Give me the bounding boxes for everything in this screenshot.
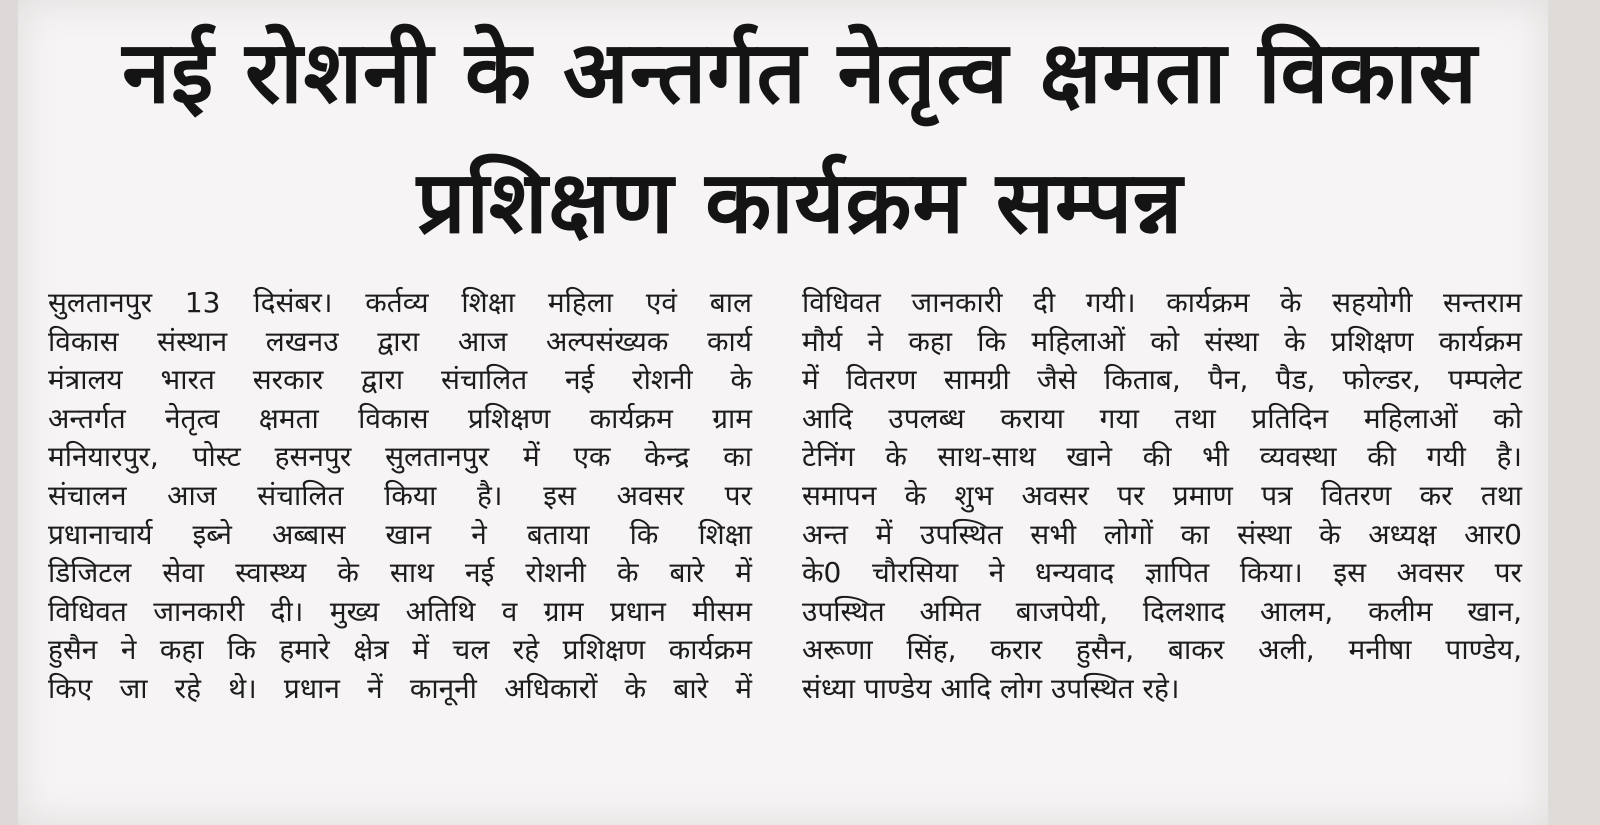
article-line: हुसैन ने कहा कि हमारे क्षेत्र में चल रहे प्रशिक्षण कार्यक्रम <box>48 633 752 667</box>
article-line: टेनिंग के साथ-साथ खाने की भी व्यवस्था की गयी है। <box>802 440 1522 474</box>
article-column-left <box>48 284 752 709</box>
article-line: संचालन आज संचालित किया है। इस अवसर पर <box>48 478 752 512</box>
article-line: सुलतानपुर 13 दिसंबर। कर्तव्य शिक्षा महिला एवं बाल <box>48 286 752 319</box>
headline-line-1: नई रोशनी के अन्तर्गत नेतृत्व क्षमता विकास <box>122 23 1478 123</box>
article-line: प्रधानाचार्य इब्ने अब्बास खान ने बताया कि शिक्षा <box>48 517 752 551</box>
article-line: मनियारपुर, पोस्ट हसनपुर सुलतानपुर में एक केन्द्र का <box>48 440 752 474</box>
article-line: में वितरण सामग्री जैसे किताब, पैन, पैड, फोल्डर, पम्पलेट <box>802 363 1522 397</box>
article-line: उपस्थित अमित बाजपेयी, दिलशाद आलम, कलीम खान, <box>802 594 1522 628</box>
article-line: के0 चौरसिया ने धन्यवाद ज्ञापित किया। इस अवसर पर <box>802 556 1522 590</box>
article-line: समापन के शुभ अवसर पर प्रमाण पत्र वितरण कर तथा <box>802 478 1522 512</box>
article-line: अन्तर्गत नेतृत्व क्षमता विकास प्रशिक्षण कार्यक्रम ग्राम <box>48 401 752 435</box>
article-line: आदि उपलब्ध कराया गया तथा प्रतिदिन महिलाओं को <box>802 401 1522 435</box>
article-line: संध्या पाण्डेय आदि लोग उपस्थित रहे। <box>802 671 1180 705</box>
article-line: विकास संस्थान लखनउ द्वारा आज अल्पसंख्यक कार्य <box>48 324 752 358</box>
article-column-right <box>802 284 1522 709</box>
page-edge-left <box>0 0 18 825</box>
article-line: डिजिटल सेवा स्वास्थ्य के साथ नई रोशनी के बारे में <box>48 556 752 590</box>
article-line: अन्त में उपस्थित सभी लोगों का संस्था के अध्यक्ष आर0 <box>802 517 1522 551</box>
article-line: किए जा रहे थे। प्रधान नें कानूनी अधिकारों के बारे में <box>48 671 752 705</box>
headline-line-2: प्रशिक्षण कार्यक्रम सम्पन्न <box>416 153 1184 253</box>
article-line: विधिवत जानकारी दी गयी। कार्यक्रम के सहयोगी सन्तराम <box>802 286 1522 319</box>
article-line: विधिवत जानकारी दी। मुख्य अतिथि व ग्राम प्रधान मीसम <box>48 594 752 628</box>
article-line: मंत्रालय भारत सरकार द्वारा संचालित नई रोशनी के <box>48 363 752 397</box>
article-line: अरूणा सिंह, करार हुसैन, बाकर अली, मनीषा पाण्डेय, <box>802 633 1522 667</box>
article-line: मौर्य ने कहा कि महिलाओं को संस्था के प्रशिक्षण कार्यक्रम <box>802 324 1522 358</box>
